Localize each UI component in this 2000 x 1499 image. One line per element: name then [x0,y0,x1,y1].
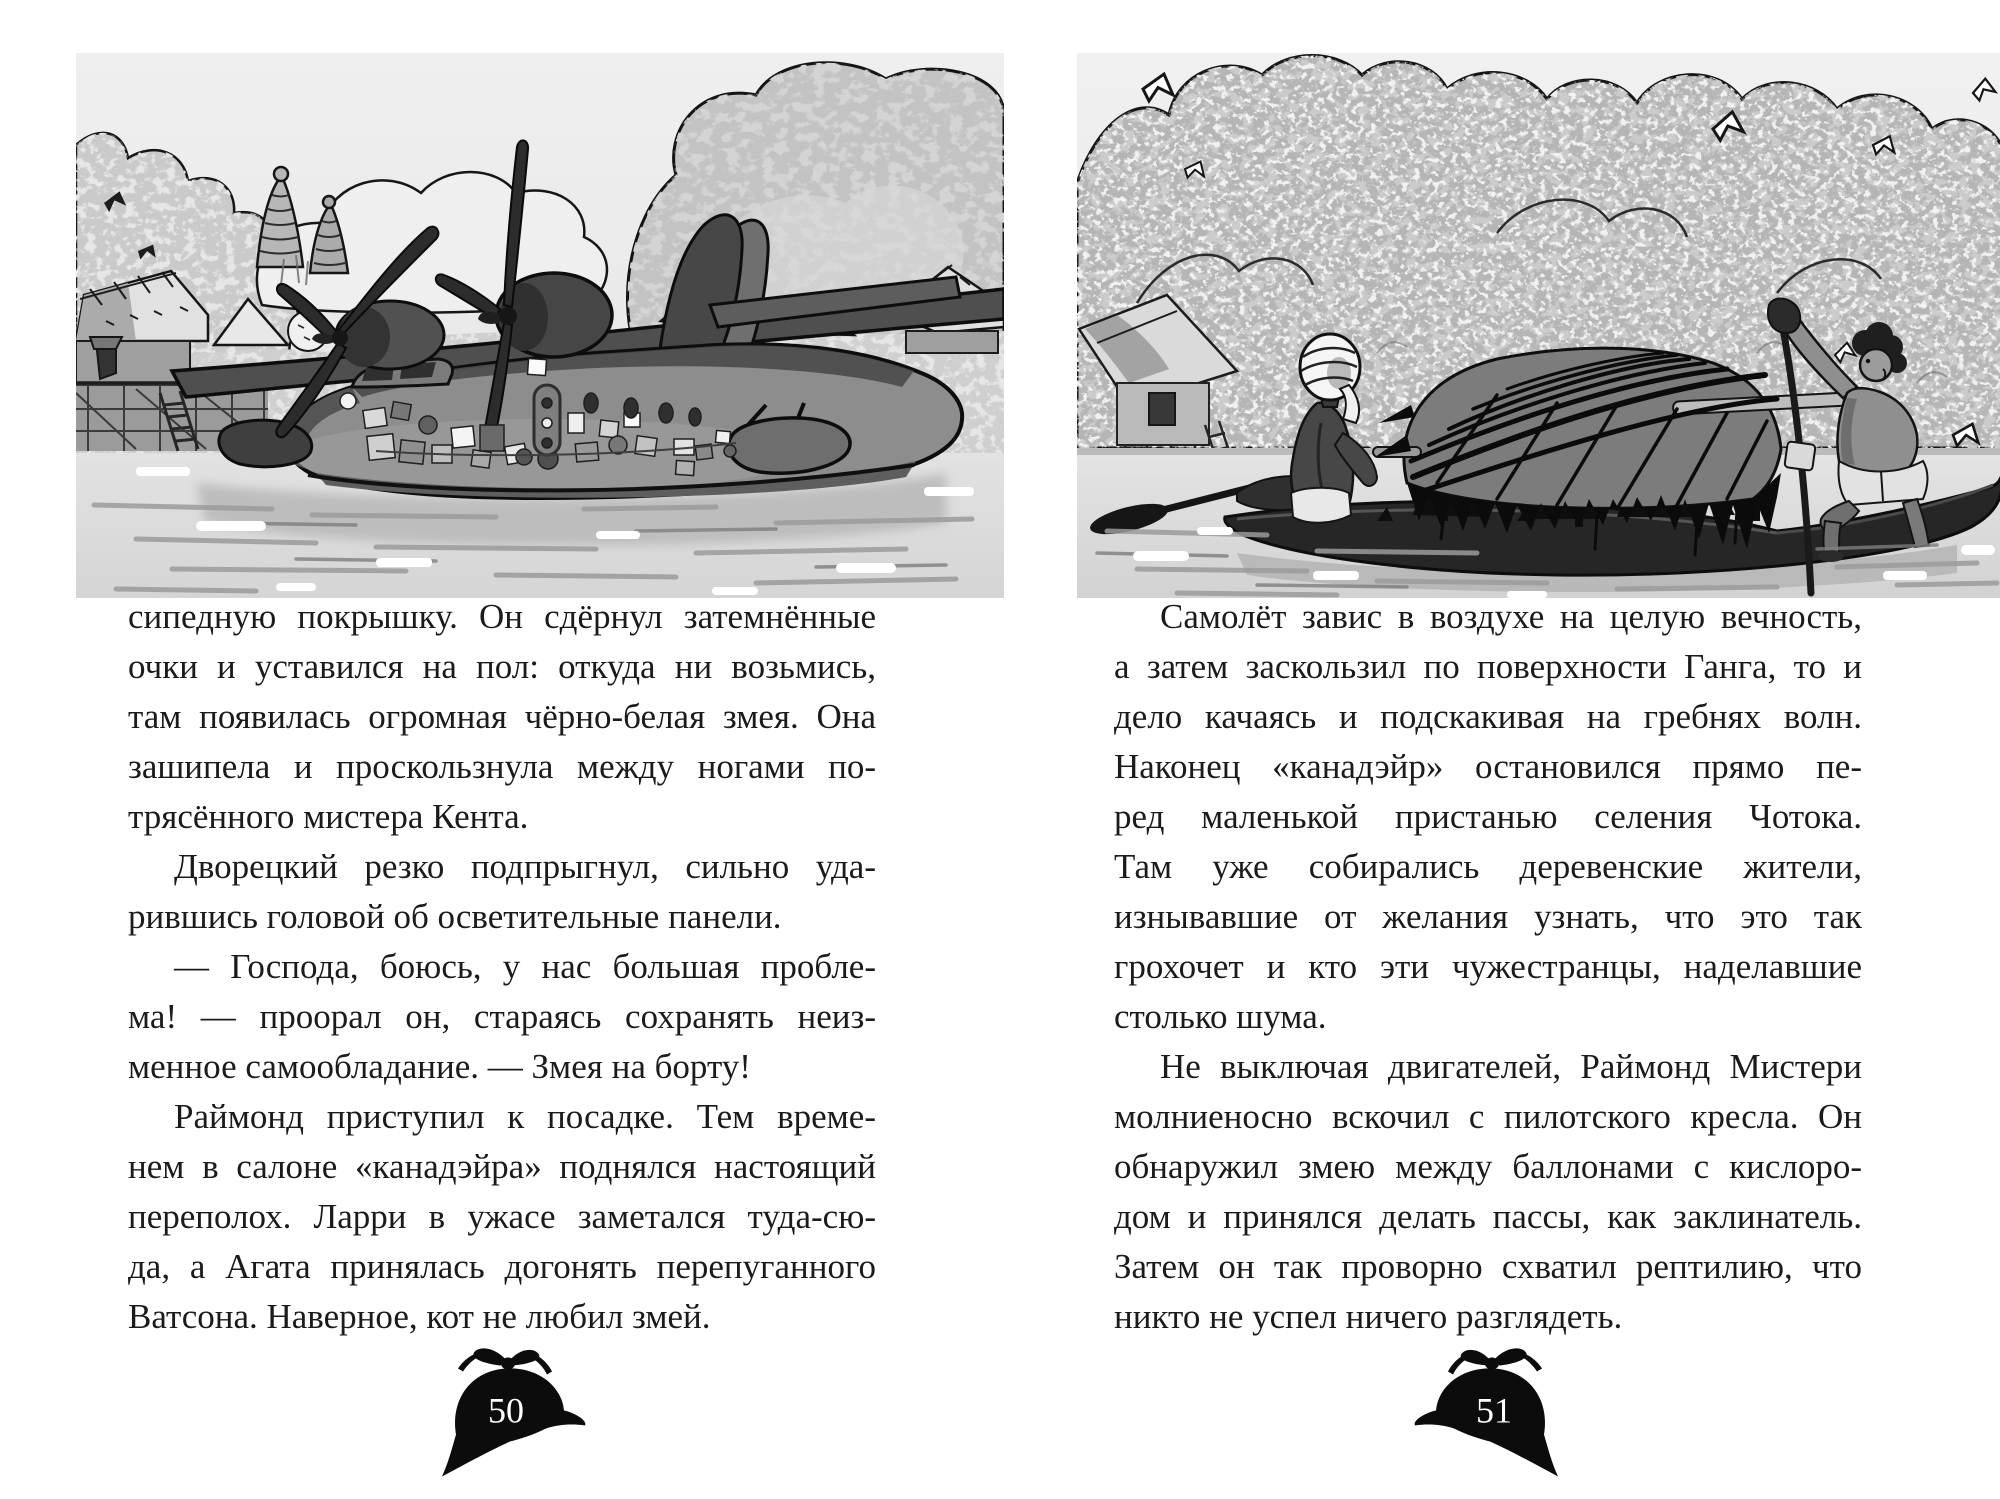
illustration-seaplane [76,53,1004,598]
page-number-ornament-left [422,1342,592,1487]
text-line: молниеносно вскочил с пилотского кресла. Он [1114,1097,1862,1136]
text-line: Не выключая двигателей, Раймонд Мистери [1160,1047,1862,1086]
text-line: Ватсона. Наверное, кот не любил змей. [128,1297,711,1336]
left-float [219,420,312,467]
text-line: там появилась огромная чёрно-белая змея. Она [128,697,876,736]
text-line: а затем заскользил по поверхности Ганга, то и [1114,647,1862,686]
seaplane-scene-svg [76,53,1004,598]
text-line: сипедную покрышку. Он сдёрнул затемнённые [128,597,876,636]
text-line: Затем он так проворно схватил рептилию, что [1114,1247,1862,1286]
left-page-text [128,592,876,1342]
canoe-scene-svg [1077,53,2000,598]
text-line: никто не успел ничего разглядеть. [1114,1297,1623,1336]
text-line: Раймонд приступил к посадке. Тем време- [174,1097,876,1136]
text-line: Самолёт завис в воздухе на целую вечность, [1160,597,1862,636]
text-line: грохочет и кто эти чужестранцы, наделавшие [1114,947,1862,986]
right-page-text [1114,592,1862,1342]
text-line: зашипела и проскользнула между ногами по- [128,747,876,786]
text-line: Наконец «канадэйр» остановился прямо пе- [1114,747,1862,786]
detective-hat-icon-mirrored [1408,1342,1578,1487]
page-number: 51 [1476,1390,1512,1431]
illustration-canoe [1077,53,2000,598]
text-line: менное самообладание. — Змея на борту! [128,1047,751,1086]
page-number: 50 [488,1390,524,1431]
page-number-ornament-right [1408,1342,1578,1487]
text-line: изнывавшие от желания узнать, что это так [1114,897,1862,936]
text-line: Дворецкий резко подпрыгнул, сильно уда- [174,847,876,886]
text-line: да, а Агата принялась догонять перепуганного [128,1247,876,1286]
text-line: Там уже собирались деревенские жители, [1114,847,1862,886]
text-line: обнаружил змею между баллонами с кислоро- [1114,1147,1862,1186]
text-line: ред маленькой пристанью селения Чотока. [1114,797,1862,836]
text-line: рившись головой об осветительные панели. [128,897,782,936]
waistcloth [1291,488,1351,523]
text-line: — Господа, боюсь, у нас большая пробле- [174,947,876,986]
text-line: ма! — проорал он, стараясь сохранять неиз- [128,997,876,1036]
text-line: дом и принялся делать пассы, как заклинатель. [1114,1197,1862,1236]
text-line: нем в салоне «канадэйра» поднялся настоящий [128,1147,876,1186]
text-line: дело качаясь и подскакивая на гребнях волн. [1114,697,1862,736]
text-line: трясённого мистера Кента. [128,797,529,836]
text-line: переполох. Ларри в ужасе заметался туда-сю- [128,1197,876,1236]
text-line: очки и уставился на пол: откуда ни возьмись, [128,647,876,686]
detective-hat-icon [422,1342,592,1487]
text-line: столько шума. [1114,997,1327,1036]
